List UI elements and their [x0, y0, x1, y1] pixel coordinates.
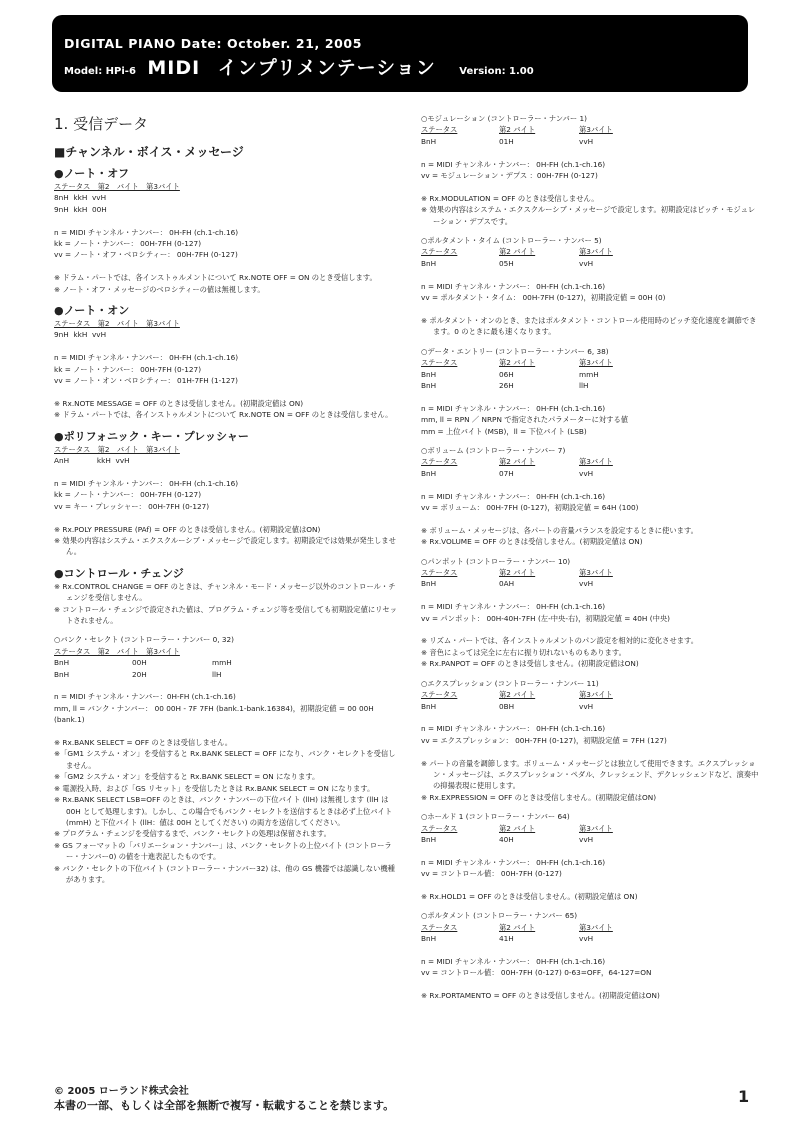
header-line1: DIGITAL PIANO Date: October. 21, 2005: [64, 36, 363, 51]
table-header: ステータス 第2 バイト 第3バイト: [421, 247, 613, 257]
definition: vv = ボリューム： 00H-7FH (0-127)，初期設定値 = 64H (100): [421, 503, 639, 512]
note: ※ 効果の内容はシステム・エクスクルーシブ・メッセージで設定します。初期設定はピッチ・モジュレーション・デプスです。: [421, 205, 756, 226]
controller-title: ○モジュレーション (コントローラー・ナンバー 1): [421, 114, 587, 123]
poly-pressure-block: [54, 429, 399, 558]
definition: n = MIDI チャンネル・ナンバー： 0H-FH (ch.1-ch.16): [54, 353, 239, 363]
note: ※ Rx.PANPOT = OFF のときは受信しません。(初期設定値はON): [421, 659, 639, 669]
copyright: © 2005 ローランド株式会社: [54, 1086, 189, 1097]
definition: vv = モジュレーション・デプス ：00H-7FH (0-127): [421, 171, 598, 181]
model-label: Model: HPi-6: [64, 66, 136, 77]
note: ※ 効果の内容はシステム・エクスクルーシブ・メッセージで設定します。初期設定では効果が発生しません。: [54, 535, 396, 557]
definition: n = MIDI チャンネル・ナンバー： 0H-FH (ch.1-ch.16): [421, 491, 606, 501]
controller-block: [421, 445, 759, 548]
status-row: BnH 00H mmH: [54, 658, 232, 668]
right-column: [421, 113, 759, 1010]
status-row: BnH 07H vvH: [421, 468, 594, 478]
note: ※ パートの音量を調節します。ボリューム・メッセージとは独立して使用できます。エクスプレッション・メッセージは、エクスプレッション・ペダル、クレッシェンド、デクレッシェンドなど、演奏中の抑揚表現に使用します。: [421, 758, 759, 791]
status-row: BnH 41H vvH: [421, 934, 594, 944]
definition: vv = コントロール値： 00H-7FH (0-127): [421, 869, 562, 879]
status-row: BnH 0BH vvH: [421, 701, 594, 711]
definition: vv = パンポット： 00H-40H-7FH (左-中央-右)，初期設定値 = 40H (中央): [421, 613, 671, 623]
note: ※ ドラム・パートでは、各インストゥルメントについて Rx.NOTE OFF = ON のとき受信します。: [54, 273, 377, 283]
definition: mm, ll = バンク・ナンバー： 00 00H - 7F 7FH (bank.1-bank.16384)，初期設定値 = 00 00H (bank.1): [54, 703, 374, 725]
control-change-block: [54, 566, 399, 627]
table-header: ステータス 第2 バイト 第3バイト: [54, 444, 180, 454]
status-row: BnH 05H vvH: [421, 258, 594, 268]
note: ※ コントロール・チェンジで設定された値は、プログラム・チェンジ等を受信しても初期設定値にリセットされません。: [54, 604, 397, 625]
note: ※ Rx.NOTE MESSAGE = OFF のときは受信しません。(初期設定値は ON): [54, 398, 304, 408]
definition: kk = ノート・ナンバー： 00H-7FH (0-127): [54, 490, 202, 500]
definition: kk = ノート・ナンバー： 00H-7FH (0-127): [54, 239, 202, 249]
note: ※ Rx.BANK SELECT = OFF のときは受信しません。: [54, 738, 233, 748]
controller-title: ○ボリューム (コントローラー・ナンバー 7): [421, 445, 566, 455]
status-row: BnH 20H llH: [54, 669, 222, 679]
definition: n = MIDI チャンネル・ナンバー： 0H-FH (ch.1-ch.16): [421, 281, 606, 291]
note: ※ ドラム・パートでは、各インストゥルメントについて Rx.NOTE ON = OFF のときは受信しません。: [54, 410, 393, 420]
controller-title: ○ホールド 1 (コントローラー・ナンバー 64): [421, 812, 570, 822]
status-row: 9nH kkH vvH: [54, 330, 107, 340]
status-row: BnH 06H mmH: [421, 369, 599, 379]
table-header: ステータス 第2 バイト 第3バイト: [421, 125, 613, 135]
note: ※「GM2 システム・オン」を受信すると Rx.BANK SELECT = ON になります。: [54, 772, 320, 782]
note: ※ プログラム・チェンジを受信するまで、バンク・セレクトの処理は保留されます。: [54, 829, 331, 839]
note: ※ Rx.POLY PRESSURE (PAf) = OFF のときは受信しません。(初期設定値はON): [54, 524, 321, 534]
definition: n = MIDI チャンネル・ナンバー： 0H-FH (ch.1-ch.16): [421, 403, 606, 413]
note: ※ Rx.CONTROL CHANGE = OFF のときは、チャンネル・モード・メッセージ以外のコントロール・チェンジを受信しません。: [54, 581, 396, 603]
note-off-title: ●ノート・オフ: [54, 167, 129, 180]
note: ※ Rx.MODULATION = OFF のときは受信しません。: [421, 193, 599, 203]
table-header: ステータス 第2 バイト 第3バイト: [421, 922, 613, 932]
status-row: BnH 40H vvH: [421, 834, 594, 844]
doc-header: [52, 15, 748, 92]
controller-title: ○データ・エントリー (コントローラー・ナンバー 6, 38): [421, 346, 609, 356]
controller-block: [421, 678, 759, 803]
table-header: ステータス 第2 バイト 第3バイト: [54, 646, 180, 656]
controller-block: [421, 556, 759, 670]
note: ※ Rx.PORTAMENTO = OFF のときは受信しません。(初期設定値はON): [421, 991, 660, 1001]
version-label: Version: 1.00: [459, 66, 534, 77]
note-off-block: [54, 166, 399, 295]
controller-title: ○ポルタメント (コントローラー・ナンバー 65): [421, 911, 578, 921]
left-column: [54, 112, 399, 893]
controller-title: ○ポルタメント・タイム (コントローラー・ナンバー 5): [421, 236, 602, 246]
controller-block: [421, 113, 759, 227]
note: ※ ポルタメント・オンのとき、またはポルタメント・コントロール使用時のピッチ変化速度を調節できます。0 のときに最も速くなります。: [421, 315, 757, 337]
note: ※ GS フォーマットの「バリエーション・ナンバー」は、バンク・セレクトの上位バイト (コントローラー・ナンバー0) の値を十進表記したものです。: [54, 840, 392, 862]
note: ※ 電源投入時、および「GS リセット」を受信したときは Rx.BANK SELECT = ON になります。: [54, 783, 375, 793]
note: ※ Rx.HOLD1 = OFF のときは受信しません。(初期設定値は ON): [421, 892, 638, 901]
status-row: AnH kkH vvH: [54, 456, 130, 466]
status-row: BnH 01H vvH: [421, 136, 594, 146]
status-row: 9nH kkH 00H: [54, 204, 107, 214]
definition: vv = キー・プレッシャー： 00H-7FH (0-127): [54, 501, 210, 511]
definition: vv = コントロール値： 00H-7FH (0-127) 0-63=OFF，64-127=ON: [421, 968, 652, 978]
definition: vv = ポルタメント・タイム： 00H-7FH (0-127)，初期設定値 = 00H (0): [421, 293, 666, 303]
midi-label: MIDI: [147, 57, 201, 79]
definition: n = MIDI チャンネル・ナンバー：0H-FH (ch.1-ch.16): [54, 692, 236, 702]
controller-block: [421, 910, 759, 1001]
table-header: ステータス 第2 バイト 第3バイト: [421, 358, 613, 368]
definition: vv = ノート・オフ・ベロシティー： 00H-7FH (0-127): [54, 250, 238, 260]
bank-select-title: ○バンク・セレクト (コントローラー・ナンバー 0, 32): [54, 635, 235, 645]
doc-title: インプリメンテーション: [217, 57, 436, 79]
controller-title: ○エクスプレッション (コントローラー・ナンバー 11): [421, 678, 599, 688]
definition: n = MIDI チャンネル・ナンバー： 0H-FH (ch.1-ch.16): [421, 602, 606, 612]
definition: vv = ノート・オン・ベロシティー： 01H-7FH (1-127): [54, 376, 239, 386]
poly-pressure-title: ●ポリフォニック・キー・プレッシャー: [54, 429, 249, 443]
table-header: ステータス 第2 バイト 第3バイト: [54, 182, 180, 191]
page-number: 1: [738, 1087, 750, 1106]
note: ※ 音色によっては完全に左右に振り切れないものもあります。: [421, 647, 626, 657]
note: ※ Rx.BANK SELECT LSB=OFF のときは、バンク・ナンバーの下位バイト (llH) は無視します (llH は 00H として処理します)。しかし、この場合でもバンク・セレクトを送信するときは必ず上位バイト (mmH) と下位バイト (llH：値は 00H としてください) の両方を送信してください。: [54, 795, 393, 827]
status-row: BnH 0AH vvH: [421, 579, 594, 589]
definition: mm, ll = RPN ／ NRPN で指定されたパラメーターに対する値: [421, 415, 629, 425]
header-line2: [64, 53, 534, 80]
definition: vv = エクスプレッション： 00H-7FH (0-127)，初期設定値 = 7FH (127): [421, 735, 667, 745]
controller-block: [421, 811, 759, 902]
table-header: ステータス 第2 バイト 第3バイト: [421, 457, 613, 467]
section-heading: 1. 受信データ: [54, 115, 149, 133]
status-row: 8nH kkH vvH: [54, 193, 107, 203]
note-on-block: [54, 303, 399, 421]
controller-block: [421, 346, 759, 437]
note: ※ バンク・セレクトの下位バイト (コントローラー・ナンバー32) は、他の GS 機器では認識しない機種があります。: [54, 863, 395, 884]
note-on-title: ●ノート・オン: [54, 304, 130, 318]
note: ※ Rx.VOLUME = OFF のときは受信しません。(初期設定値は ON): [421, 537, 643, 547]
definition: mm = 上位バイト (MSB)，ll = 下位バイト (LSB): [421, 426, 587, 436]
bank-select-block: [54, 634, 399, 885]
note: ※「GM1 システム・オン」を受信すると Rx.BANK SELECT = OFF になり、バンク・セレクトを受信しません。: [54, 749, 396, 770]
note: ※ リズム・パートでは、各インストゥルメントのパン設定を相対的に変化させます。: [421, 636, 699, 646]
note: ※ ボリューム・メッセージは、各パートの音量バランスを設定するときに使います。: [421, 525, 698, 535]
table-header: ステータス 第2 バイト 第3バイト: [54, 319, 180, 329]
table-header: ステータス 第2 バイト 第3バイト: [421, 690, 613, 700]
controller-title: ○パンポット (コントローラー・ナンバー 10): [421, 556, 571, 566]
table-header: ステータス 第2 バイト 第3バイト: [421, 823, 613, 833]
copyright-notice: 本書の一部、もしくは全部を無断で複写・転載することを禁じます。: [54, 1099, 395, 1112]
definition: n = MIDI チャンネル・ナンバー： 0H-FH (ch.1-ch.16): [54, 227, 239, 237]
definition: n = MIDI チャンネル・ナンバー： 0H-FH (ch.1-ch.16): [421, 857, 606, 867]
status-row: BnH 26H llH: [421, 380, 589, 390]
note: ※ ノート・オフ・メッセージのベロシティーの値は無視します。: [54, 284, 265, 294]
definition: n = MIDI チャンネル・ナンバー： 0H-FH (ch.1-ch.16): [421, 957, 606, 967]
definition: n = MIDI チャンネル・ナンバー： 0H-FH (ch.1-ch.16): [421, 159, 606, 169]
table-header: ステータス 第2 バイト 第3バイト: [421, 568, 613, 578]
definition: n = MIDI チャンネル・ナンバー： 0H-FH (ch.1-ch.16): [54, 478, 239, 488]
note: ※ Rx.EXPRESSION = OFF のときは受信しません。(初期設定値はON): [421, 792, 657, 802]
channel-voice-heading: ■チャンネル・ボイス・メッセージ: [54, 145, 244, 159]
controller-block: [421, 235, 759, 338]
control-change-title: ●コントロール・チェンジ: [54, 566, 184, 580]
definition: kk = ノート・ナンバー： 00H-7FH (0-127): [54, 364, 202, 374]
definition: n = MIDI チャンネル・ナンバー： 0H-FH (ch.1-ch.16): [421, 724, 606, 734]
